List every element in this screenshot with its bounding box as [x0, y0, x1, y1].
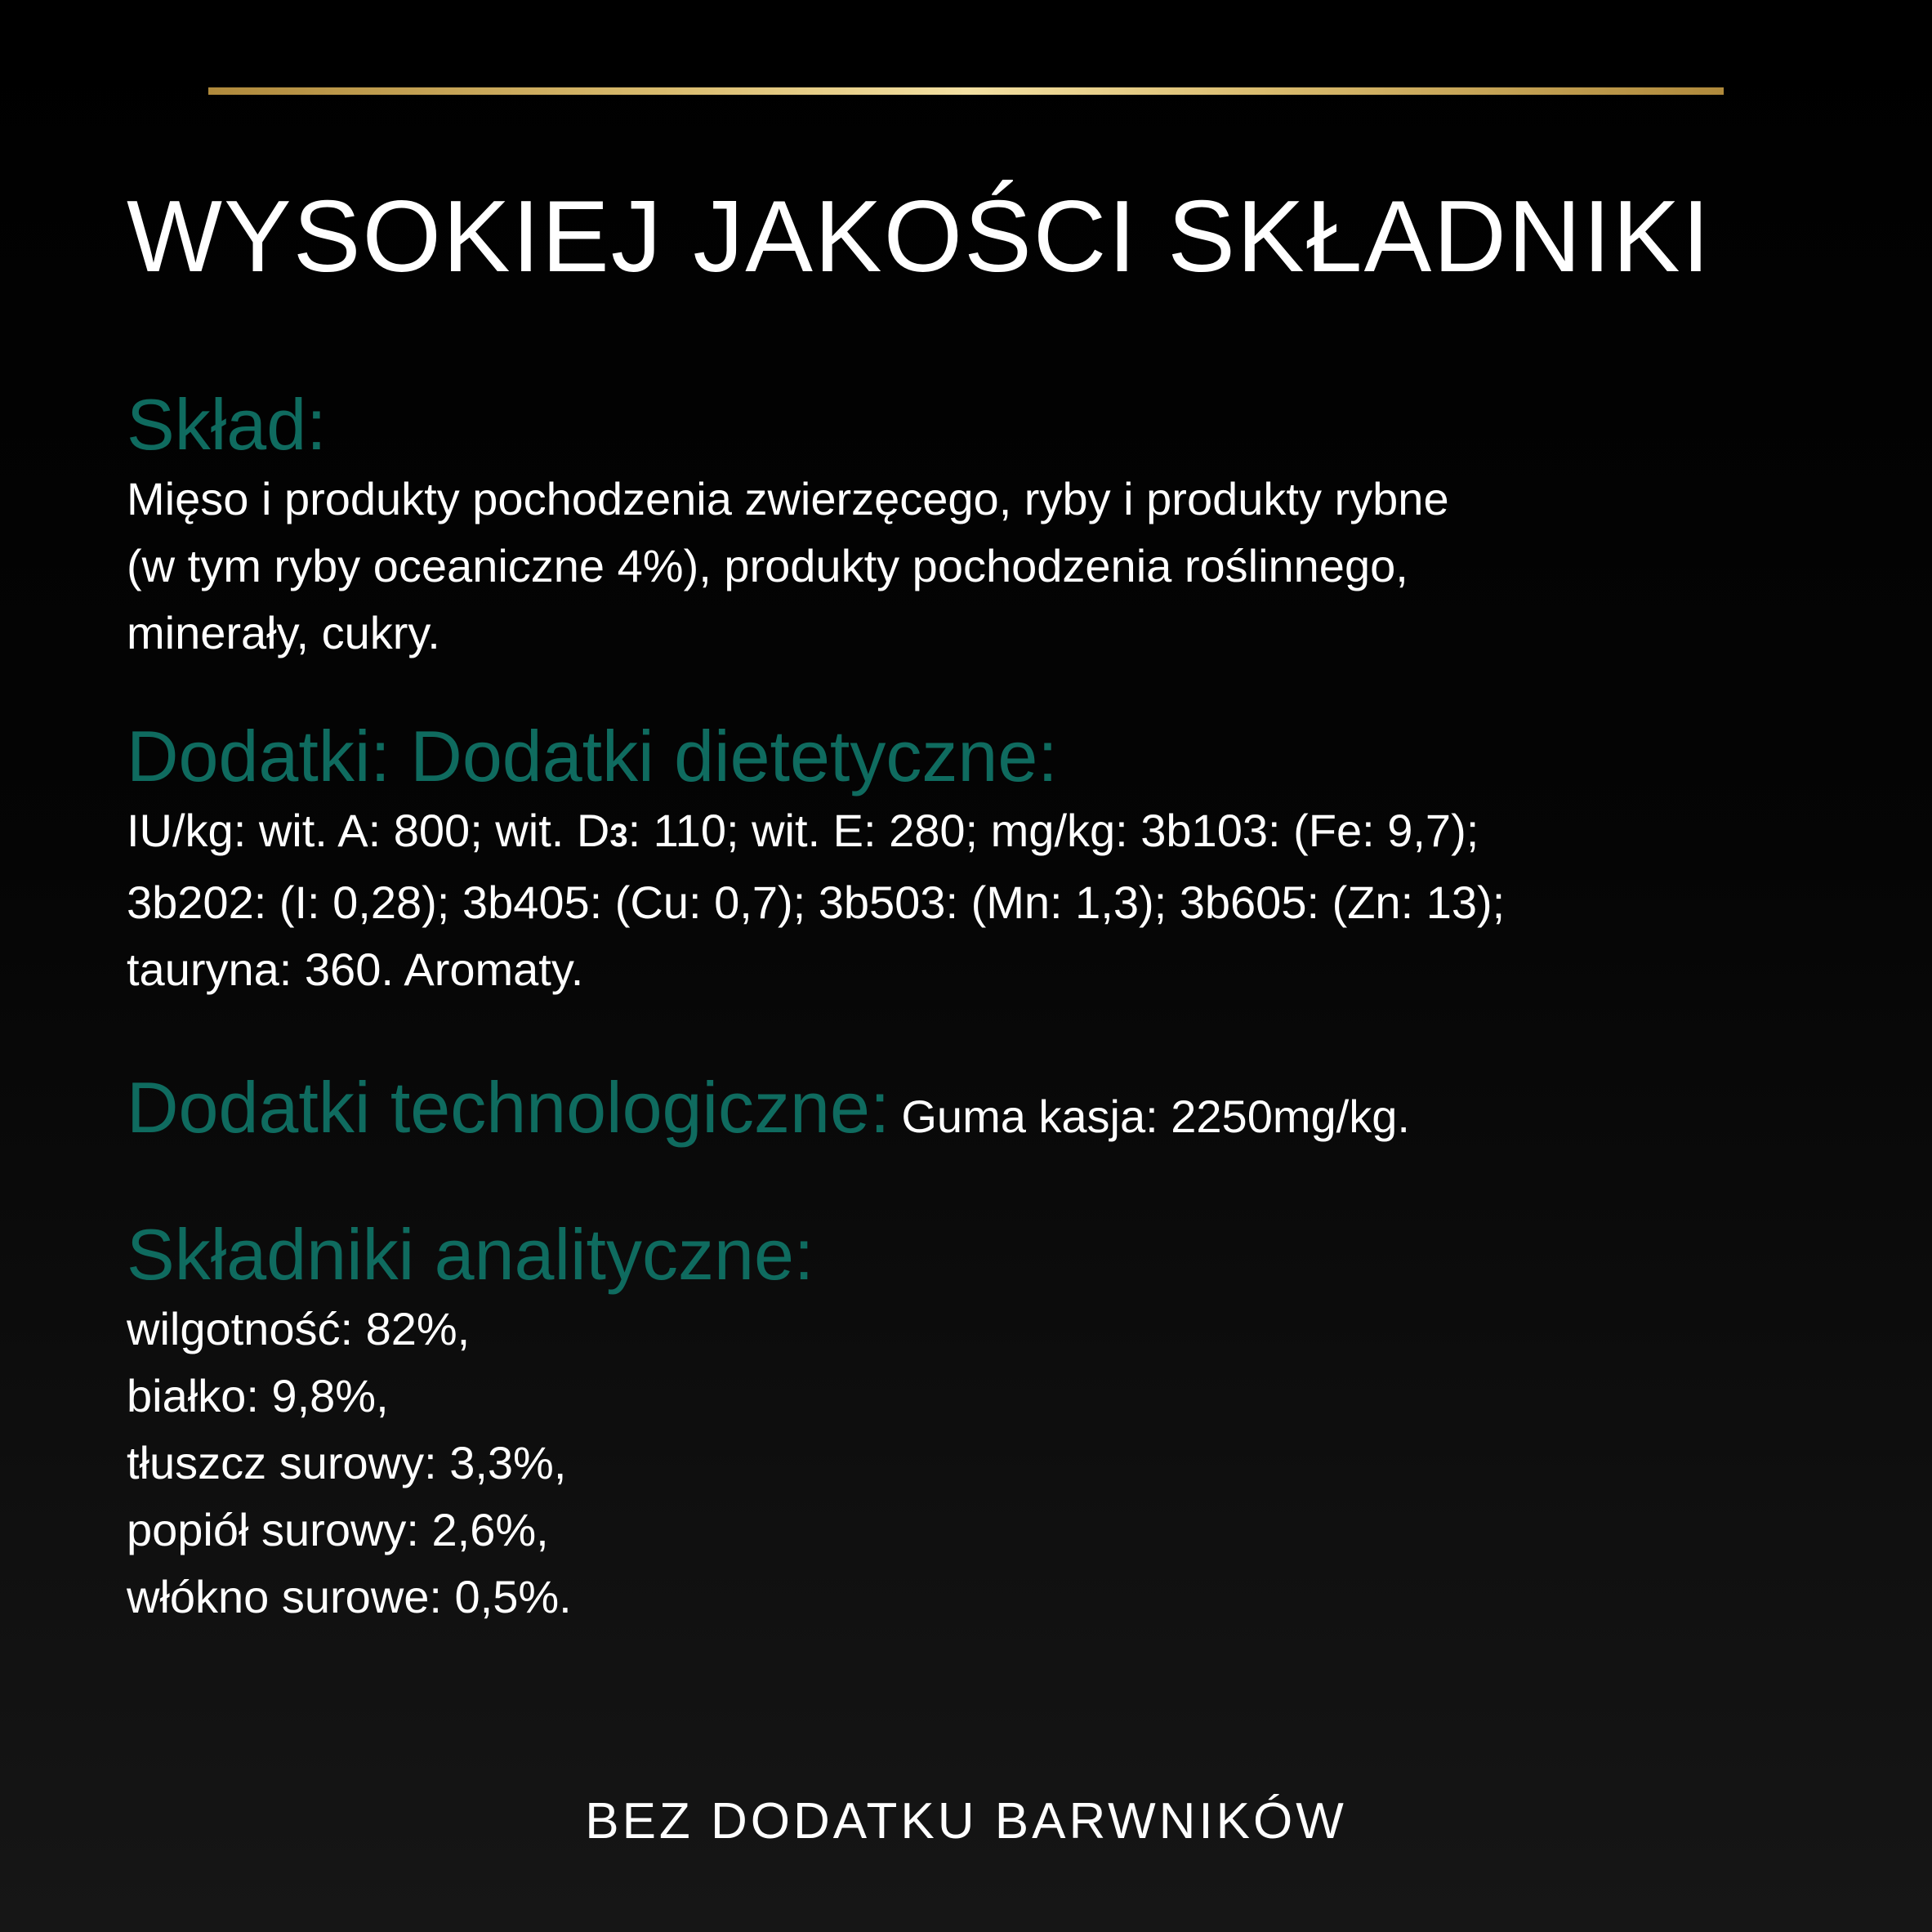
page-title: WYSOKIEJ JAKOŚCI SKŁADNIKI [127, 181, 1712, 293]
analytical-constituents-list [127, 1296, 1826, 1631]
gold-divider-line [208, 87, 1724, 95]
additives-text [127, 797, 1826, 1003]
additives-line: 3b202: (I: 0,28); 3b405: (Cu: 0,7); 3b503: (Mn: 1,3); 3b605: (Zn: 13); [127, 877, 1506, 928]
composition-line: (w tym ryby oceaniczne 4%), produkty pochodzenia roślinnego, [127, 540, 1408, 591]
additives-line-part: IU/kg: wit. A: 800; wit. D [127, 805, 610, 856]
analytical-item: białko: 9,8%, [127, 1370, 389, 1421]
technological-additives-text: Guma kasja: 2250mg/kg. [901, 1091, 1410, 1142]
additives-line [127, 797, 1826, 869]
additives-section [127, 716, 1826, 1003]
technological-additives-section [127, 1067, 1826, 1149]
analytical-item: tłuszcz surowy: 3,3%, [127, 1437, 567, 1488]
analytical-item: włókno surowe: 0,5%. [127, 1571, 572, 1622]
analytical-item: wilgotność: 82%, [127, 1303, 471, 1354]
analytical-constituents-section [127, 1214, 1826, 1631]
subscript-digit: 3 [609, 818, 628, 854]
no-colorants-note: BEZ DODATKU BARWNIKÓW [585, 1793, 1347, 1849]
composition-heading: Skład: [127, 384, 327, 465]
composition-line: minerały, cukry. [127, 607, 440, 658]
ingredients-content [127, 384, 1826, 1631]
additives-line: tauryna: 360. Aromaty. [127, 944, 584, 995]
technological-additives-heading: Dodatki technologiczne: [127, 1067, 890, 1148]
analytical-item: popiół surowy: 2,6%, [127, 1504, 549, 1555]
analytical-constituents-heading: Składniki analityczne: [127, 1214, 814, 1295]
composition-text [127, 466, 1826, 667]
additives-heading: Dodatki: Dodatki dietetyczne: [127, 716, 1058, 796]
composition-line: Mięso i produkty pochodzenia zwierzęcego, ryby i produkty rybne [127, 473, 1449, 524]
composition-section [127, 384, 1826, 667]
additives-line-part: : 110; wit. E: 280; mg/kg: 3b103: (Fe: 9,7); [627, 805, 1479, 856]
